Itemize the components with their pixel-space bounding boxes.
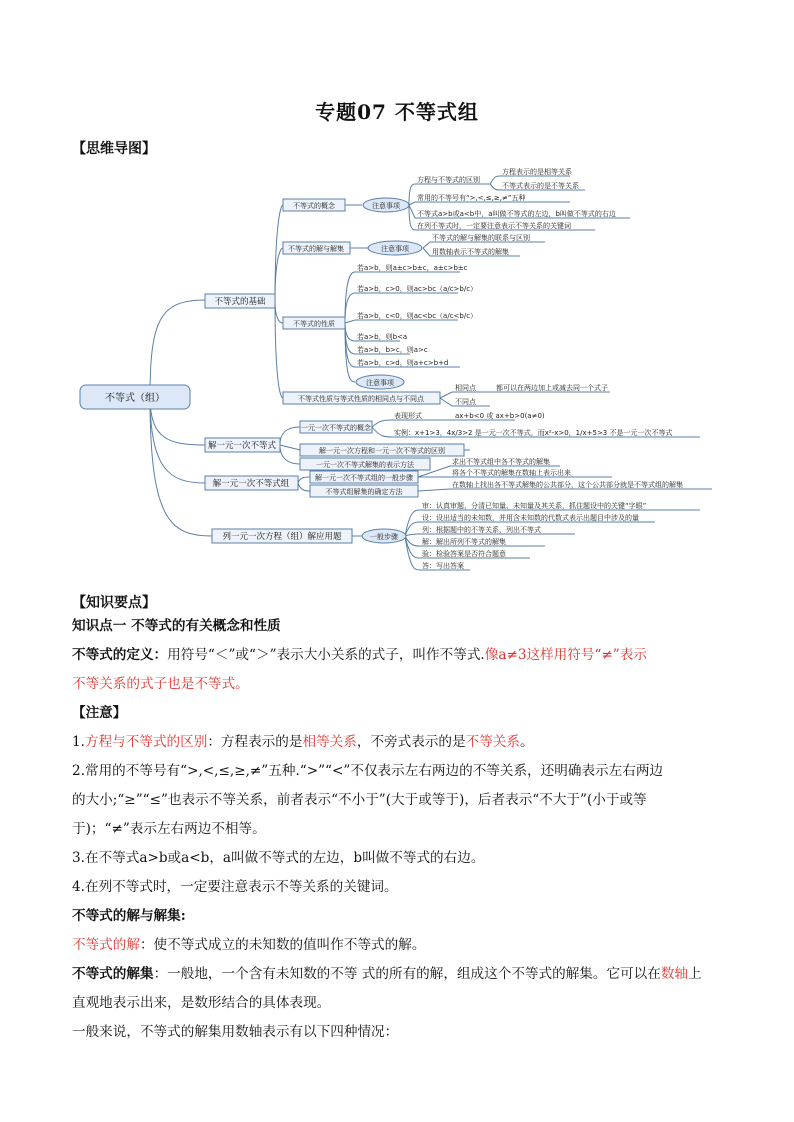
- note-2-line2: 的大小;“≥”“≤”也表示不等关系，前者表示“不小于”(大于或等于)，后者表示“不大于”(小于或等: [72, 792, 647, 808]
- leaf: 设：设出适当的未知数，并用含未知数的代数式表示出题目中涉及的量: [422, 514, 639, 522]
- note-solution: 注意事项: [381, 245, 409, 253]
- branch-basics: 不等式的基础: [214, 297, 266, 307]
- leaf: 若a>b，c>d，则a+c>b+d: [357, 359, 449, 367]
- leaf: 方程表示的是相等关系: [502, 168, 572, 176]
- branch-solve-inequality: 解一元一次不等式: [207, 441, 277, 451]
- note-2-line1: 2.常用的不等号有“>,<,≤,≥,≠”五种.“>”“<”不仅表示左右两边的不等关系，还明确表示左右两边: [72, 763, 664, 779]
- leaf: 常用的不等号有“>,<,≤,≥,≠”五种: [417, 194, 526, 202]
- leaf: 都可以在两边加上或减去同一个式子: [496, 384, 608, 392]
- leaf: 在数轴上找出各不等式解集的公共部分，这个公共部分就是不等式组的解集: [452, 481, 683, 489]
- leaf: 解：解出所列不等式的解集: [422, 538, 506, 546]
- leaf: 不等式a>b或a<b中，a叫做不等式的左边，b叫做不等式的右边: [417, 210, 616, 218]
- kp1-heading: 知识点一 不等式的有关概念和性质: [72, 618, 281, 634]
- leaf: 若a>b，c>0，则ac>bc（a/c>b/c）: [357, 285, 478, 293]
- kp1-definition-cont: 不等关系的式子也是不等式。: [72, 676, 249, 692]
- mindmap-header: 【思维导图】: [72, 141, 156, 157]
- note-2-line3: 于)；“≠”表示左右两边不相等。: [72, 821, 266, 837]
- note-4: 4.在列不等式时，一定要注意表示不等关系的关键词。: [72, 879, 398, 895]
- leaf: 不等式表示的是不等关系: [502, 182, 579, 190]
- node-solution: 不等式的解与解集: [288, 245, 344, 253]
- solution-definition: 不等式的解：使不等式成立的未知数的值叫作不等式的解。: [72, 937, 426, 953]
- key-points-header: 【知识要点】: [72, 595, 156, 611]
- page-title: 专题07 不等式组: [315, 100, 479, 124]
- leaf: 审：认真审题，分清已知量、未知量及其关系，抓住题设中的关键“字眼”: [422, 502, 647, 510]
- leaf: 列：根据题中的不等关系，列出不等式: [422, 526, 541, 534]
- leaf: 实例：x+1>3，4x/3>2 是一元一次不等式，而x²-x>0，1/x+5>3 不是一元一次不等式: [394, 429, 673, 437]
- leaf: 用数轴表示不等式的解集: [432, 248, 509, 256]
- node-compare: 不等式性质与等式性质的相同点与不同点: [298, 395, 424, 403]
- leaf: 若a>b，则a±c>b±c，a±c>b±c: [357, 264, 468, 272]
- note-1: 1.方程与不等式的区别：方程表示的是相等关系，不旁式表示的是不等关系。: [72, 734, 534, 750]
- leaf: 若a>b，c<0，则ac<bc（a/c<b/c）: [357, 312, 478, 320]
- node-concept: 不等式的概念: [293, 202, 335, 210]
- node-system-method: 不等式组解集的确定方法: [325, 488, 403, 496]
- node-representation: 一元一次不等式解集的表示方法: [316, 461, 414, 469]
- solution-set-definition: 不等式的解集：一般地，一个含有未知数的不等 式的所有的解，组成这个不等式的解集。它可以在数轴上: [72, 966, 702, 982]
- leaf: 答：写出答案: [422, 562, 464, 570]
- leaf: 不等式的解与解集的联系与区别: [432, 234, 530, 242]
- note-properties: 注意事项: [366, 379, 394, 387]
- solution-set-line2: 直观地表示出来，是数形结合的具体表现。: [72, 995, 331, 1011]
- leaf: 若a>b，b>c，则a>c: [357, 346, 428, 354]
- note-3: 3.在不等式a>b或a<b，a叫做不等式的左边，b叫做不等式的右边。: [72, 850, 485, 866]
- leaf: ax+b<0 或 ax+b>0(a≠0): [455, 412, 545, 420]
- solution-last: 一般来说，不等式的解集用数轴表示有以下四种情况：: [72, 1024, 399, 1040]
- leaf: 相同点: [455, 384, 476, 392]
- leaf: 表现形式: [394, 412, 422, 420]
- node-difference: 解一元一次方程和一元一次不等式的区别: [319, 447, 445, 455]
- kp1-definition: 不等式的定义：用符号“＜”或“＞”表示大小关系的式子，叫作不等式.像a≠3这样用符号“≠”表示: [72, 647, 647, 663]
- mindmap-root: 不等式（组）: [105, 393, 165, 404]
- leaf: 将各个不等式的解集在数轴上表示出来: [452, 469, 571, 477]
- notes-header: 【注意】: [72, 705, 127, 721]
- node-system-steps: 解一元一次不等式组的一般步骤: [315, 474, 413, 482]
- solution-heading: 不等式的解与解集:: [72, 908, 186, 924]
- branch-applications: 列一元一次方程（组）解应用题: [222, 532, 342, 542]
- leaf: 若a>b，则b<a: [357, 333, 408, 341]
- leaf: 不同点: [455, 398, 476, 406]
- leaf: 验：检验答案是否符合题意: [422, 550, 506, 558]
- leaf: 在列不等式时，一定要注意表示不等关系的关键词: [417, 222, 571, 230]
- leaf: 求出不等式组中各不等式的解集: [452, 458, 550, 466]
- note-concept: 注意事项: [372, 202, 400, 210]
- node-general-steps: 一般步骤: [370, 533, 398, 541]
- leaf: 方程与不等式的区别: [417, 176, 480, 184]
- branch-solve-system: 解一元一次不等式组: [212, 479, 290, 489]
- node-properties: 不等式的性质: [293, 320, 335, 328]
- node-linear-concept: 一元一次不等式的概念: [301, 424, 371, 432]
